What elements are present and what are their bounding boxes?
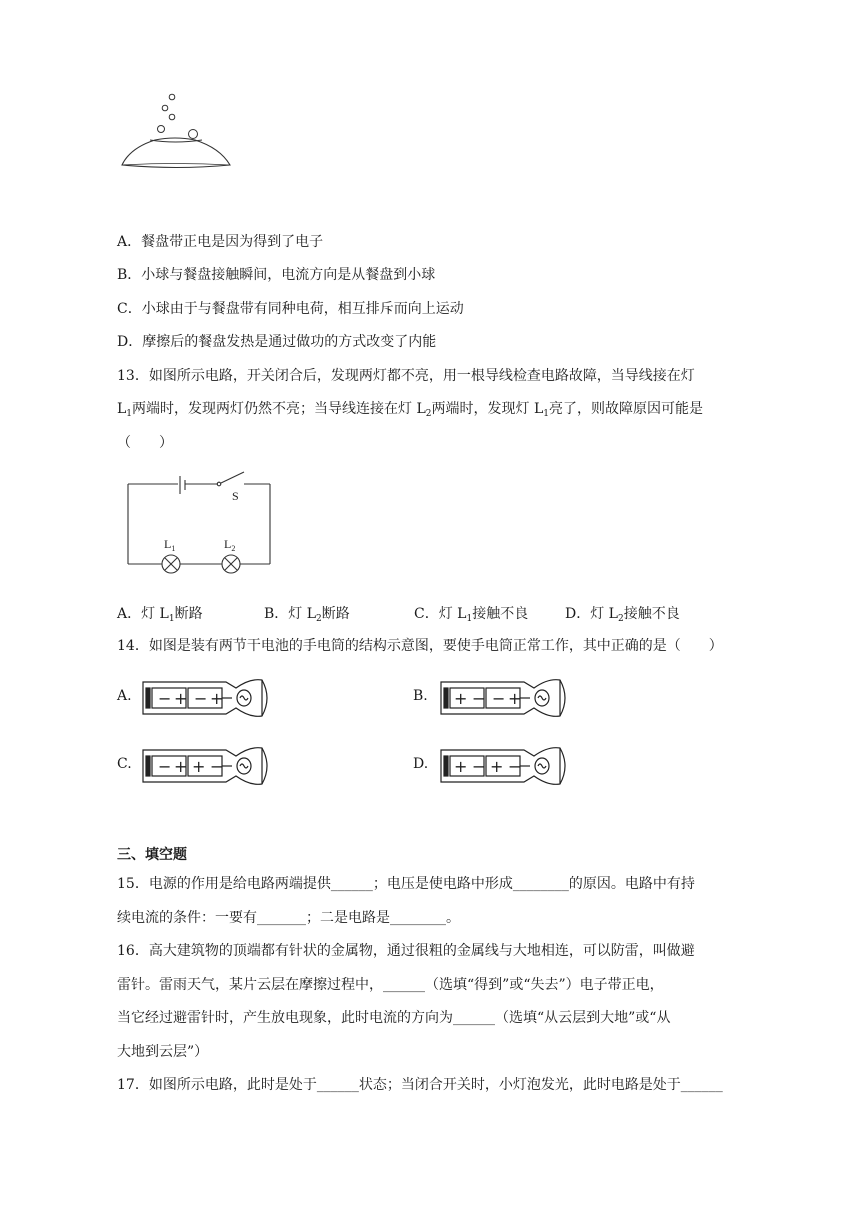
- q13-stem-line1: 13．如图所示电路，开关闭合后，发现两灯都不亮，用一根导线检查电路故障，当导线接在灯: [117, 368, 695, 384]
- ball-1: [169, 94, 175, 100]
- q16-line4: 大地到云层”）: [117, 1044, 209, 1060]
- svg-text:−: −: [492, 689, 506, 708]
- q15-line2: 续电流的条件：一要有_______；二是电路是________。: [117, 910, 460, 926]
- ball-5: [189, 130, 198, 139]
- ball-2: [162, 105, 168, 111]
- flashlight-a: [140, 674, 275, 722]
- plate-with-balls-figure: [110, 88, 240, 178]
- section-title-fill-in: 三、填空题: [117, 847, 187, 863]
- q12-option-b: B．小球与餐盘接触瞬间，电流方向是从餐盘到小球: [117, 267, 436, 283]
- switch-blade: [221, 472, 244, 483]
- lamp1-label: L: [164, 537, 172, 551]
- svg-text:−: −: [210, 757, 224, 776]
- svg-text:L1: $L_1$: [164, 537, 176, 553]
- q14-label-d: D.: [413, 756, 429, 772]
- q14-label-b: B.: [413, 688, 428, 704]
- q16-line2: 雷针。雷雨天气，某片云层在摩擦过程中，______（选填“得到”或“失去”）电子带正电，: [117, 977, 664, 993]
- q12-option-a: A．餐盘带正电是因为得到了电子: [117, 234, 324, 250]
- q16-line1: 16．高大建筑物的顶端都有针状的金属物，通过很粗的金属线与大地相连，可以防雷，叫做避: [117, 943, 695, 959]
- circuit-diagram: [118, 468, 278, 580]
- q12-option-d: D．摩擦后的餐盘发热是通过做功的方式改变了内能: [117, 334, 437, 350]
- lamp2-label: L: [224, 537, 232, 551]
- q16-line3: 当它经过避雷针时，产生放电现象，此时电流的方向为______（选填“从云层到大地”或“从: [117, 1010, 671, 1026]
- svg-text:−: −: [158, 757, 172, 776]
- svg-text:+: +: [210, 689, 224, 708]
- flashlight-b: [438, 674, 573, 722]
- svg-text:+: +: [174, 757, 188, 776]
- svg-text:+: +: [454, 689, 468, 708]
- q14-label-c: C.: [117, 756, 132, 772]
- svg-text:+: +: [454, 757, 468, 776]
- ball-3: [169, 114, 175, 120]
- q17-line1: 17．如图所示电路，此时是处于______状态；当闭合开关时，小灯泡发光，此时电路是处于______: [117, 1077, 723, 1093]
- q14-stem: 14．如图是装有两节干电池的手电筒的结构示意图，要使手电筒正常工作，其中正确的是（ ）: [117, 638, 723, 654]
- flashlight-d: [438, 742, 573, 790]
- q13-option-d: D．灯 $L_2$接触不良: [565, 606, 680, 624]
- svg-text:−: −: [194, 689, 208, 708]
- svg-text:+: +: [174, 689, 188, 708]
- svg-text:−: −: [508, 757, 522, 776]
- q15-line1: 15．电源的作用是给电路两端提供______；电压是使电路中形成________的原因。电路中有持: [117, 876, 695, 892]
- flashlight-c: [140, 742, 275, 790]
- svg-text:+: +: [490, 757, 504, 776]
- svg-text:+: +: [508, 689, 522, 708]
- q13-stem-line2: $L_1$两端时，发现两灯仍然不亮；当导线连接在灯 $L_2$两端时，发现灯 $L_1$亮了，则故障原因可能是: [117, 401, 703, 419]
- svg-text:−: −: [158, 689, 172, 708]
- svg-text:−: −: [472, 757, 486, 776]
- q13-option-c: C．灯 $L_1$接触不良: [414, 606, 529, 624]
- q13-stem-line3: （ ）: [117, 435, 173, 451]
- switch-label: S: [232, 489, 239, 503]
- q13-option-a: A．灯 $L_1$断路: [117, 606, 203, 624]
- svg-text:L2: $L_2$: [224, 537, 236, 553]
- q12-option-c: C．小球由于与餐盘带有同种电荷，相互排斥而向上运动: [117, 301, 464, 317]
- svg-text:+: +: [192, 757, 206, 776]
- svg-text:−: −: [472, 689, 486, 708]
- q13-option-b: B．灯 $L_2$断路: [264, 606, 350, 624]
- q14-label-a: A.: [117, 688, 132, 704]
- ball-4: [158, 126, 165, 133]
